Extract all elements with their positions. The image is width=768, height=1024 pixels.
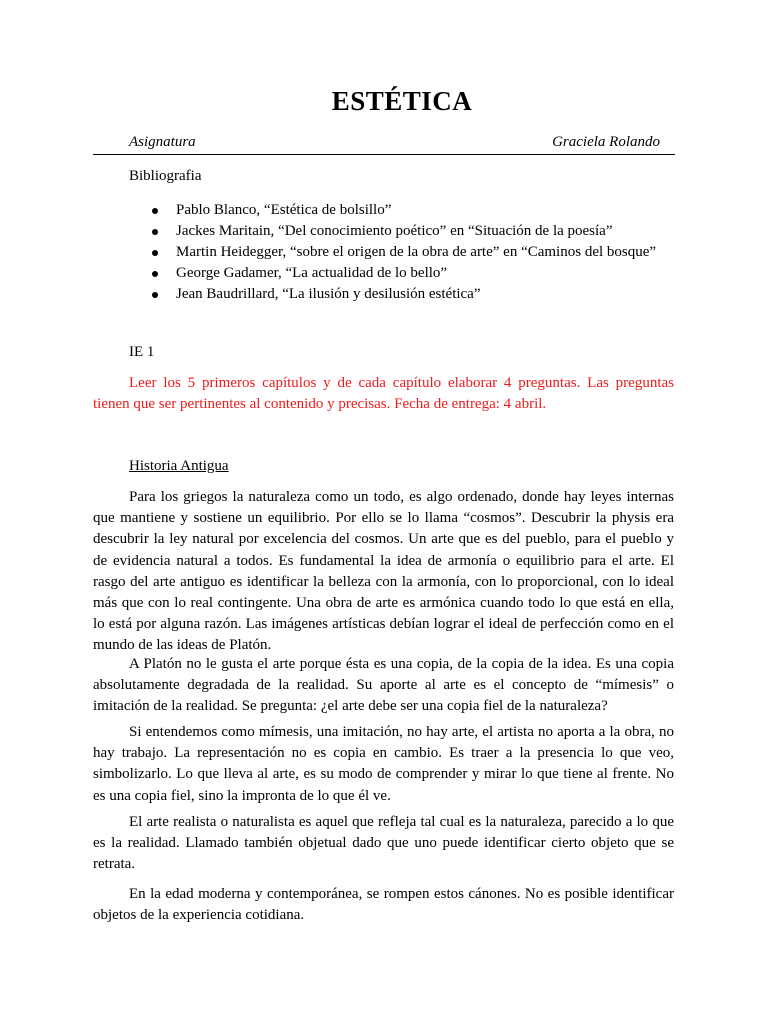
paragraph: Si entendemos como mímesis, una imitación, no hay arte, el artista no aporta a la obra, no hay trabajo. La representación no es copia en cambio. Es traer a la presencia lo que veo, simbolizarlo. Lo que lleva al arte, es su modo de comprender y mirar lo que tiene al frente. No es una copia fiel, sino la impronta de lo que él ve.	[93, 724, 674, 804]
bibliography-list	[152, 200, 656, 305]
bibliography-item: Martin Heidegger, “sobre el origen de la obra de arte” en “Caminos del bosque”	[152, 242, 656, 263]
header-subject: Asignatura	[129, 134, 196, 150]
bibliography-item: Pablo Blanco, “Estética de bolsillo”	[152, 200, 656, 221]
paragraph: A Platón no le gusta el arte porque ésta es una copia, de la copia de la idea. Es una copia absolutamente degradada de la realidad. Su aporte al arte es el concepto de “mímesis” o imitación de la realidad. Se pregunta: ¿el arte debe ser una copia fiel de la naturaleza?	[93, 656, 674, 715]
header-author: Graciela Rolando	[552, 134, 660, 150]
bibliography-heading: Bibliografia	[129, 168, 202, 184]
ie1-instruction: Leer los 5 primeros capítulos y de cada capítulo elaborar 4 preguntas. Las preguntas tienen que ser pertinentes al contenido y precisas. Fecha de entrega: 4 abril.	[93, 375, 674, 413]
historia-heading: Historia Antigua	[129, 458, 229, 474]
bibliography-item: George Gadamer, “La actualidad de lo bello”	[152, 263, 656, 284]
paragraph: El arte realista o naturalista es aquel que refleja tal cual es la naturaleza, parecido a lo que es la realidad. Llamado también objetual dado que uno puede identificar cierto objeto que se retrata.	[93, 814, 674, 873]
bibliography-item: Jean Baudrillard, “La ilusión y desilusión estética”	[152, 284, 656, 305]
document-title: ESTÉTICA	[331, 86, 473, 116]
paragraph: Para los griegos la naturaleza como un todo, es algo ordenado, donde hay leyes internas que mantiene y sostiene un equilibrio. Por ello se lo llama “cosmos”. Descubrir la physis era descubrir la ley natural por excelencia del cosmos. Un arte que es del pueblo, para el pueblo y de evidencia natural a todos. Es fundamental la idea de armonía o equilibrio para el arte. El rasgo del arte antiguo es identificar la belleza con la armonía, con lo proporcional, con lo ideal más que con lo real contingente. Una obra de arte es armónica cuando todo lo que está en ella, lo está por alguna razón. Las imágenes artísticas debían lograr el ideal de perfección como en el mundo de las ideas de Platón.	[93, 489, 674, 654]
paragraph: En la edad moderna y contemporánea, se rompen estos cánones. No es posible identificar objetos de la experiencia cotidiana.	[93, 886, 674, 924]
bibliography-item: Jackes Maritain, “Del conocimiento poético” en “Situación de la poesía”	[152, 221, 656, 242]
header-rule	[93, 134, 675, 155]
ie1-heading: IE 1	[129, 344, 155, 360]
